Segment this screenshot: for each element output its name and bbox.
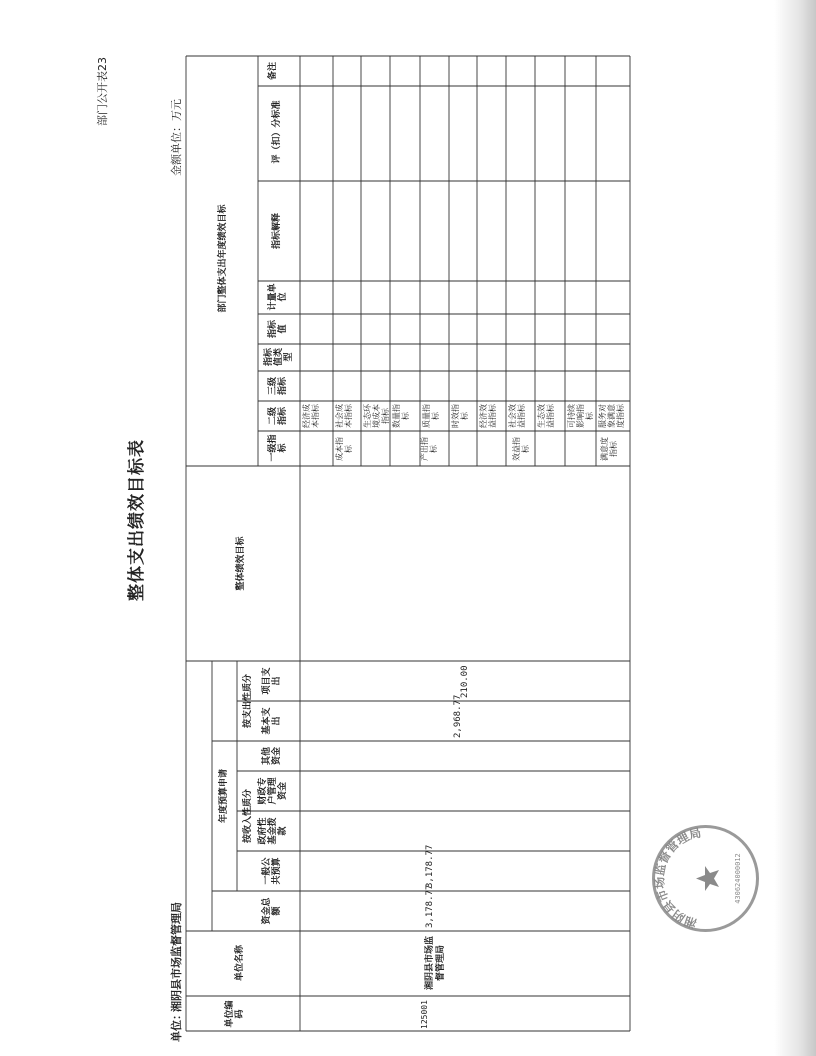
level2-item: 数量指标 [392, 404, 410, 428]
level2-item: 生态效益指标 [537, 404, 555, 428]
official-seal [648, 821, 763, 936]
header-level1: 一级指标 [268, 434, 288, 462]
level2-item: 质量指标 [422, 404, 440, 428]
header-scoring: 评（扣）分标准 [272, 100, 282, 164]
header-fiscal-special: 财政专户管理资金 [258, 777, 288, 805]
cell-unit-code: 125001 [420, 1000, 429, 1029]
level1-benefit: 效益指标 [512, 437, 530, 461]
level2-item: 社会成本指标 [335, 404, 353, 428]
level2-item: 社会效益指标 [508, 404, 526, 428]
header-general-budget: 一般公共预算 [262, 857, 282, 885]
header-basic-exp: 基本支出 [262, 707, 282, 735]
header-level3: 三级指标 [268, 377, 288, 396]
cell-basic-exp: 2,968.77 [453, 694, 463, 738]
unit-value: 湘阴县市场监督管理局 [170, 902, 183, 1012]
level2-item: 时效指标 [451, 404, 469, 428]
header-indicator-type: 指标值类型 [264, 348, 294, 367]
level2-item: 服务对象满意度指标 [598, 404, 625, 428]
header-overall-goal: 整体绩效目标 [236, 536, 246, 591]
header-indicator-desc: 指标解释 [272, 213, 282, 250]
header-level2: 二级指标 [268, 407, 288, 426]
seal-code: 430624000012 [734, 853, 742, 904]
header-remarks: 备注 [268, 62, 278, 81]
cell-total-funds: 3,178.77 [425, 884, 435, 928]
header-measure-unit: 计量单位 [268, 283, 288, 311]
level1-output: 产出指标 [420, 437, 438, 461]
header-total-funds: 资金总额 [262, 897, 282, 925]
level2-item: 可持续影响指标 [567, 404, 594, 428]
cell-project-exp: 210.00 [460, 665, 470, 698]
header-annual-budget: 年度预算申请 [219, 769, 229, 824]
level2-item: 经济效益指标 [479, 404, 497, 428]
header-other-funds: 其他资金 [262, 747, 282, 766]
svg-text:湘阴县市场监督管理局 [651, 826, 702, 932]
page-title: 整体支出绩效目标表 [127, 439, 147, 601]
seal-ring-text: 湘阴县市场监督管理局 [652, 825, 703, 931]
level1-satisfaction: 满意度指标 [600, 437, 618, 461]
header-by-income: 按收入性质分 [243, 789, 253, 844]
cell-general-budget: 3,178.77 [425, 844, 435, 888]
level2-item: 生态环境成本指标 [363, 404, 390, 428]
header-indicator-value: 指标值 [268, 320, 288, 339]
unit-label: 单位： [170, 1009, 183, 1042]
header-unit-name: 单位名称 [235, 945, 245, 982]
level1-cost: 成本指标 [335, 437, 353, 461]
header-unit-code: 单位编码 [225, 1000, 245, 1028]
cell-unit-name: 湘阴县市场监督管理局 [425, 936, 446, 991]
header-gov-fund: 政府性基金拨款 [258, 817, 288, 845]
header-by-expense: 按支出性质分 [243, 674, 253, 729]
header-project-exp: 项目支出 [262, 667, 282, 695]
amount-unit: 金额单位：万元 [170, 99, 183, 176]
level2-item: 经济成本指标 [302, 404, 320, 428]
header-dept-targets: 部门整体支出年度绩效目标 [218, 204, 228, 313]
form-number: 部门公开表23 [96, 57, 109, 126]
